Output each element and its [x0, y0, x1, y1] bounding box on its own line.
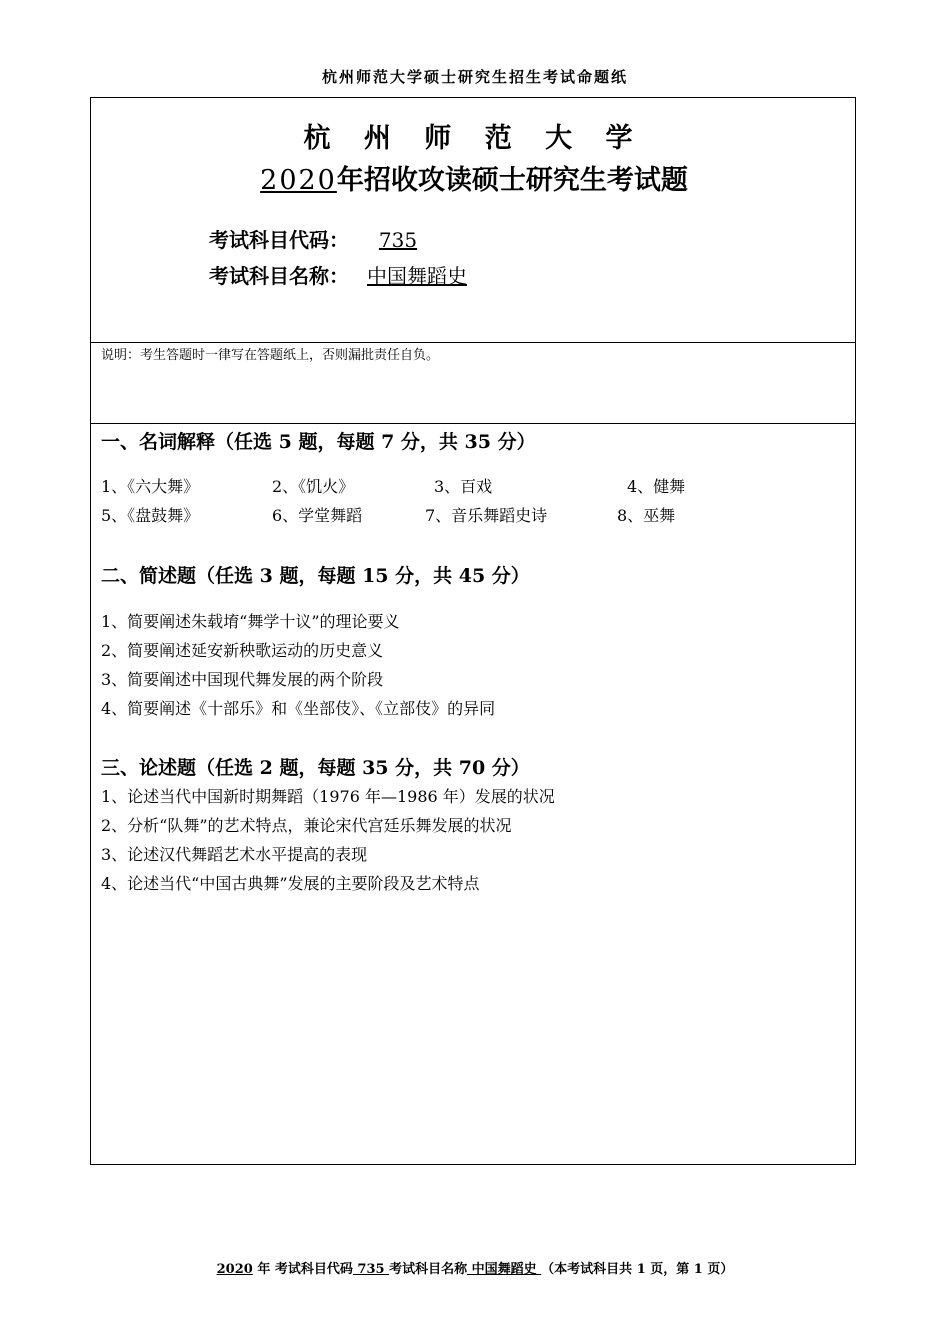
section-heading: 三、论述题（任选 2 题，每题 35 分，共 70 分） [101, 757, 530, 779]
section-heading: 一、名词解释（任选 5 题，每题 7 分，共 35 分） [101, 431, 536, 453]
list-item: 3、百戏 [434, 477, 493, 496]
footer-code-label: 考试科目代码 [274, 1262, 353, 1277]
instruction-note: 说明：考生答题时一律写在答题纸上，否则漏批责任自负。 [101, 348, 440, 363]
list-item: 8、巫舞 [617, 506, 676, 525]
subject-code-row [209, 224, 447, 253]
list-item: 3、简要阐述中国现代舞发展的两个阶段 [101, 670, 384, 689]
divider-line [91, 423, 855, 424]
list-item: 5、《盘鼓舞》 [101, 506, 200, 525]
list-item: 1、简要阐述朱载堉“舞学十议”的理论要义 [101, 612, 400, 631]
footer-page-info: （本考试科目共 1 页，第 1 页） [541, 1262, 734, 1277]
footer-code-value: 735 [352, 1262, 390, 1277]
exam-year: 2020 [260, 165, 337, 196]
list-item: 6、学堂舞蹈 [272, 506, 363, 525]
exam-title-text: 年招收攻读硕士研究生考试题 [336, 165, 688, 196]
subject-name-row [209, 260, 477, 289]
list-item: 4、论述当代“中国古典舞”发展的主要阶段及艺术特点 [101, 874, 480, 893]
page-footer [0, 1258, 950, 1277]
university-title: 杭 州 师 范 大 学 [303, 123, 645, 154]
footer-year: 2020 [216, 1262, 253, 1277]
list-item: 2、《饥火》 [272, 477, 355, 496]
list-item: 4、简要阐述《十部乐》和《坐部伎》、《立部伎》的异同 [101, 699, 496, 718]
subject-code-label: 考试科目代码： [209, 228, 349, 252]
list-item: 2、分析“队舞”的艺术特点，兼论宋代宫廷乐舞发展的状况 [101, 816, 512, 835]
list-item: 7、音乐舞蹈史诗 [425, 506, 548, 525]
list-item: 2、简要阐述延安新秧歌运动的历史意义 [101, 641, 384, 660]
list-item: 1、论述当代中国新时期舞蹈（1976 年—1986 年）发展的状况 [101, 787, 555, 806]
exam-frame [90, 97, 856, 1165]
list-item: 1、《六大舞》 [101, 477, 200, 496]
exam-title [91, 158, 857, 197]
subject-name-label: 考试科目名称： [209, 264, 349, 288]
paper-header: 杭州师范大学硕士研究生招生考试命题纸 [321, 68, 628, 86]
list-item: 3、论述汉代舞蹈艺术水平提高的表现 [101, 845, 368, 864]
divider-line [91, 342, 855, 343]
subject-name-value: 中国舞蹈史 [367, 264, 467, 288]
footer-name-value: 中国舞蹈史 [467, 1262, 542, 1277]
footer-year-suffix: 年 [252, 1262, 275, 1277]
footer-name-label: 考试科目名称 [389, 1262, 468, 1277]
subject-code-value: 735 [378, 228, 418, 252]
list-item: 4、健舞 [627, 477, 686, 496]
section-heading: 二、简述题（任选 3 题，每题 15 分，共 45 分） [101, 565, 530, 587]
